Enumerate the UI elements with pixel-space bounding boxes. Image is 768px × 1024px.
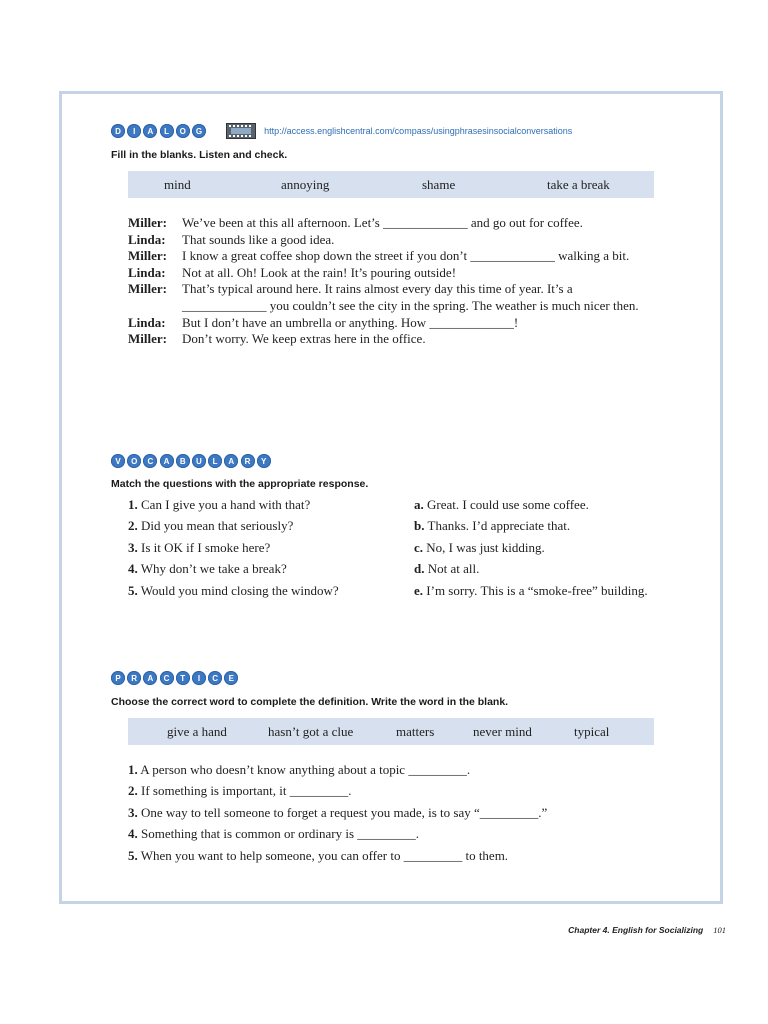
item-text: Great. I could use some coffee. xyxy=(427,497,589,512)
item-text: Why don’t we take a break? xyxy=(140,561,287,577)
speaker: Miller: xyxy=(128,281,167,297)
page-footer xyxy=(568,925,726,935)
heading-letter: O xyxy=(176,124,190,138)
dialog-line xyxy=(128,248,652,265)
list-item xyxy=(414,540,648,561)
heading-letter: A xyxy=(143,124,157,138)
word-option: take a break xyxy=(547,177,610,192)
heading-letter: V xyxy=(111,454,125,468)
item-letter: e. xyxy=(414,582,424,598)
heading-letter: I xyxy=(127,124,141,138)
dialog-word-box xyxy=(128,171,654,198)
dialog-line xyxy=(128,232,652,249)
list-item xyxy=(128,783,547,804)
vocabulary-instruction: Match the questions with the appropriate response. xyxy=(111,478,369,490)
item-number: 3. xyxy=(128,804,138,820)
list-item xyxy=(414,583,648,604)
chapter-title: Chapter 4. English for Socializing xyxy=(568,925,704,935)
list-item xyxy=(128,848,547,869)
item-number: 1. xyxy=(128,497,138,512)
answer-list xyxy=(414,497,648,604)
item-text: Did you mean that seriously? xyxy=(141,518,294,534)
speaker: Linda: xyxy=(128,231,166,247)
dialog-line xyxy=(128,281,652,314)
heading-letter: Y xyxy=(257,454,271,468)
heading-letter: E xyxy=(224,671,238,685)
item-letter: b. xyxy=(414,518,425,534)
item-letter: d. xyxy=(414,561,425,577)
vocabulary-heading xyxy=(111,454,273,468)
list-item xyxy=(128,583,339,604)
heading-letter: C xyxy=(143,454,157,468)
dialog-text xyxy=(128,215,652,348)
heading-letter: U xyxy=(192,454,206,468)
item-text: Can I give you a hand with that? xyxy=(141,497,311,512)
list-item xyxy=(414,497,648,518)
item-number: 2. xyxy=(128,783,138,799)
item-letter: a. xyxy=(414,497,424,512)
word-option: shame xyxy=(422,177,456,192)
item-number: 2. xyxy=(128,518,138,534)
dialog-line xyxy=(128,315,652,332)
item-letter: c. xyxy=(414,539,424,555)
line-text: That sounds like a good idea. xyxy=(182,231,335,247)
word-option: never mind xyxy=(473,724,532,739)
dialog-heading xyxy=(111,123,572,139)
word-option: annoying xyxy=(281,177,330,192)
dialog-instruction: Fill in the blanks. Listen and check. xyxy=(111,149,288,161)
word-option: matters xyxy=(396,724,435,739)
heading-letter: O xyxy=(127,454,141,468)
line-text: I know a great coffee shop down the street if you don’t _____________ walking a bit. xyxy=(182,248,630,264)
page-number: 101 xyxy=(713,925,726,935)
list-item xyxy=(128,497,339,518)
line-text: That’s typical around here. It rains almost every day this time of year. It’s a _____________ you couldn’t see the city in the spring. The weather is much nicer then. xyxy=(182,281,639,313)
item-text: One way to tell someone to forget a request you made, is to say “_________.” xyxy=(141,804,548,820)
heading-letter: I xyxy=(192,671,206,685)
heading-letter: R xyxy=(241,454,255,468)
video-icon[interactable] xyxy=(226,123,256,139)
item-text: Would you mind closing the window? xyxy=(140,582,339,598)
practice-instruction: Choose the correct word to complete the definition. Write the word in the blank. xyxy=(111,696,509,708)
list-item xyxy=(414,561,648,582)
dialog-line xyxy=(128,331,652,348)
heading-letter: C xyxy=(208,671,222,685)
speaker: Miller: xyxy=(128,331,167,347)
item-number: 4. xyxy=(128,826,138,842)
question-list xyxy=(128,497,339,604)
item-number: 1. xyxy=(128,762,138,777)
line-text: We’ve been at this all afternoon. Let’s _____________ and go out for coffee. xyxy=(182,215,583,230)
practice-heading xyxy=(111,671,241,685)
list-item xyxy=(128,540,339,561)
item-text: Something that is common or ordinary is _________. xyxy=(141,826,420,842)
heading-letter: G xyxy=(192,124,206,138)
list-item xyxy=(414,518,648,539)
item-number: 5. xyxy=(128,847,138,863)
video-link[interactable]: http://access.englishcentral.com/compass/usingphrasesinsocialconversations xyxy=(264,126,573,136)
word-option: typical xyxy=(574,724,610,739)
heading-letter: P xyxy=(111,671,125,685)
word-option: mind xyxy=(164,177,191,192)
item-text: A person who doesn’t know anything about a topic _________. xyxy=(140,762,471,777)
word-option: give a hand xyxy=(167,724,227,739)
item-number: 5. xyxy=(128,582,138,598)
definition-list xyxy=(128,762,547,869)
line-text: Not at all. Oh! Look at the rain! It’s pouring outside! xyxy=(182,264,457,280)
item-text: I’m sorry. This is a “smoke-free” building. xyxy=(426,582,648,598)
speaker: Miller: xyxy=(128,215,167,230)
item-number: 3. xyxy=(128,539,138,555)
item-text: No, I was just kidding. xyxy=(426,539,545,555)
list-item xyxy=(128,762,547,783)
heading-letter: L xyxy=(160,124,174,138)
list-item xyxy=(128,826,547,847)
speaker: Linda: xyxy=(128,314,166,330)
item-text: Not at all. xyxy=(427,561,480,577)
item-text: Thanks. I’d appreciate that. xyxy=(427,518,571,534)
heading-letter: T xyxy=(176,671,190,685)
item-text: If something is important, it _________. xyxy=(141,783,352,799)
heading-letter: D xyxy=(111,124,125,138)
list-item xyxy=(128,518,339,539)
heading-letter: C xyxy=(160,671,174,685)
line-text: Don’t worry. We keep extras here in the office. xyxy=(182,331,426,347)
heading-letter: A xyxy=(143,671,157,685)
line-text: But I don’t have an umbrella or anything. How _____________! xyxy=(182,314,519,330)
item-text: When you want to help someone, you can offer to _________ to them. xyxy=(140,847,509,863)
dialog-line xyxy=(128,265,652,282)
heading-letter: R xyxy=(127,671,141,685)
speaker: Miller: xyxy=(128,248,167,264)
dialog-line xyxy=(128,215,652,232)
speaker: Linda: xyxy=(128,264,166,280)
word-option: hasn’t got a clue xyxy=(268,724,354,739)
item-number: 4. xyxy=(128,561,138,577)
heading-letter: A xyxy=(160,454,174,468)
list-item xyxy=(128,805,547,826)
heading-letter: A xyxy=(224,454,238,468)
practice-word-box xyxy=(128,718,654,745)
heading-letter: B xyxy=(176,454,190,468)
item-text: Is it OK if I smoke here? xyxy=(141,539,271,555)
list-item xyxy=(128,561,339,582)
heading-letter: L xyxy=(208,454,222,468)
